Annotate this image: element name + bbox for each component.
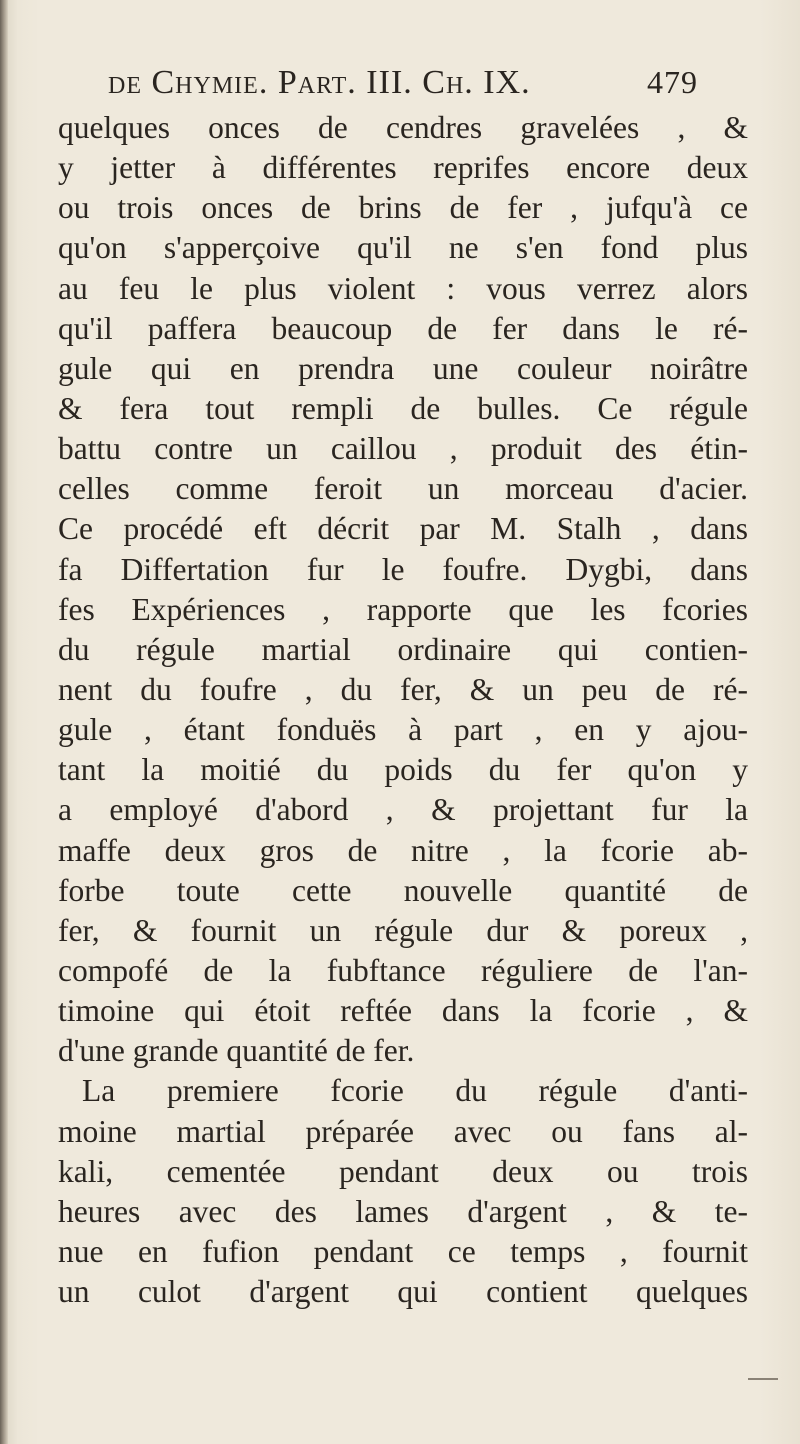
page-mark (748, 1378, 778, 1380)
text-line: au feu le plus violent : vous verrez alors (58, 270, 748, 306)
page-number: 479 (647, 64, 698, 100)
body-text (58, 108, 748, 1312)
page-gutter (0, 0, 8, 1444)
text-line: y jetter à différentes reprifes encore deux (58, 150, 748, 186)
text-line: & fera tout rempli de bulles. Ce régule (58, 390, 748, 426)
text-line: nent du foufre , du fer, & un peu de ré- (58, 671, 748, 707)
text-line: compofé de la fubftance réguliere de l'an- (58, 952, 748, 988)
text-line: a employé d'abord , & projettant fur la (58, 792, 748, 828)
running-title: de Chymie. Part. III. Ch. IX. (108, 64, 531, 101)
text-line: fes Expériences , rapporte que les fcories (58, 591, 748, 627)
text-line: timoine qui étoit reftée dans la fcorie , & (58, 993, 748, 1029)
text-line: kali, cementée pendant deux ou trois (58, 1153, 748, 1189)
running-header (108, 64, 698, 108)
text-line: maffe deux gros de nitre , la fcorie ab- (58, 832, 748, 868)
text-line: quelques onces de cendres gravelées , & (58, 110, 748, 145)
text-line: heures avec des lames d'argent , & te- (58, 1193, 748, 1229)
text-line: d'une grande quantité de fer. (58, 1033, 415, 1069)
text-line: un culot d'argent qui contient quelques (58, 1274, 748, 1310)
text-line: du régule martial ordinaire qui contien- (58, 631, 748, 667)
text-line: ou trois onces de brins de fer , jufqu'à ce (58, 190, 748, 226)
text-line: Ce procédé eft décrit par M. Stalh , dans (58, 511, 748, 547)
text-line: qu'il paffera beaucoup de fer dans le ré- (58, 310, 748, 346)
text-line: celles comme feroit un morceau d'acier. (58, 471, 748, 507)
text-line: fer, & fournit un régule dur & poreux , (58, 912, 748, 948)
text-line: battu contre un caillou , produit des étin- (58, 431, 748, 467)
text-line: nue en fufion pendant ce temps , fournit (58, 1233, 748, 1269)
text-line: moine martial préparée avec ou fans al- (58, 1113, 748, 1149)
text-line: forbe toute cette nouvelle quantité de (58, 872, 748, 908)
text-line: tant la moitié du poids du fer qu'on y (58, 752, 748, 788)
text-line: gule qui en prendra une couleur noirâtre (58, 350, 748, 386)
text-line: qu'on s'apperçoive qu'il ne s'en fond plus (58, 230, 748, 266)
text-line: fa Differtation fur le foufre. Dygbi, dans (58, 551, 748, 587)
text-line: La premiere fcorie du régule d'anti- (82, 1073, 748, 1109)
text-line: gule , étant fonduës à part , en y ajou- (58, 712, 748, 748)
